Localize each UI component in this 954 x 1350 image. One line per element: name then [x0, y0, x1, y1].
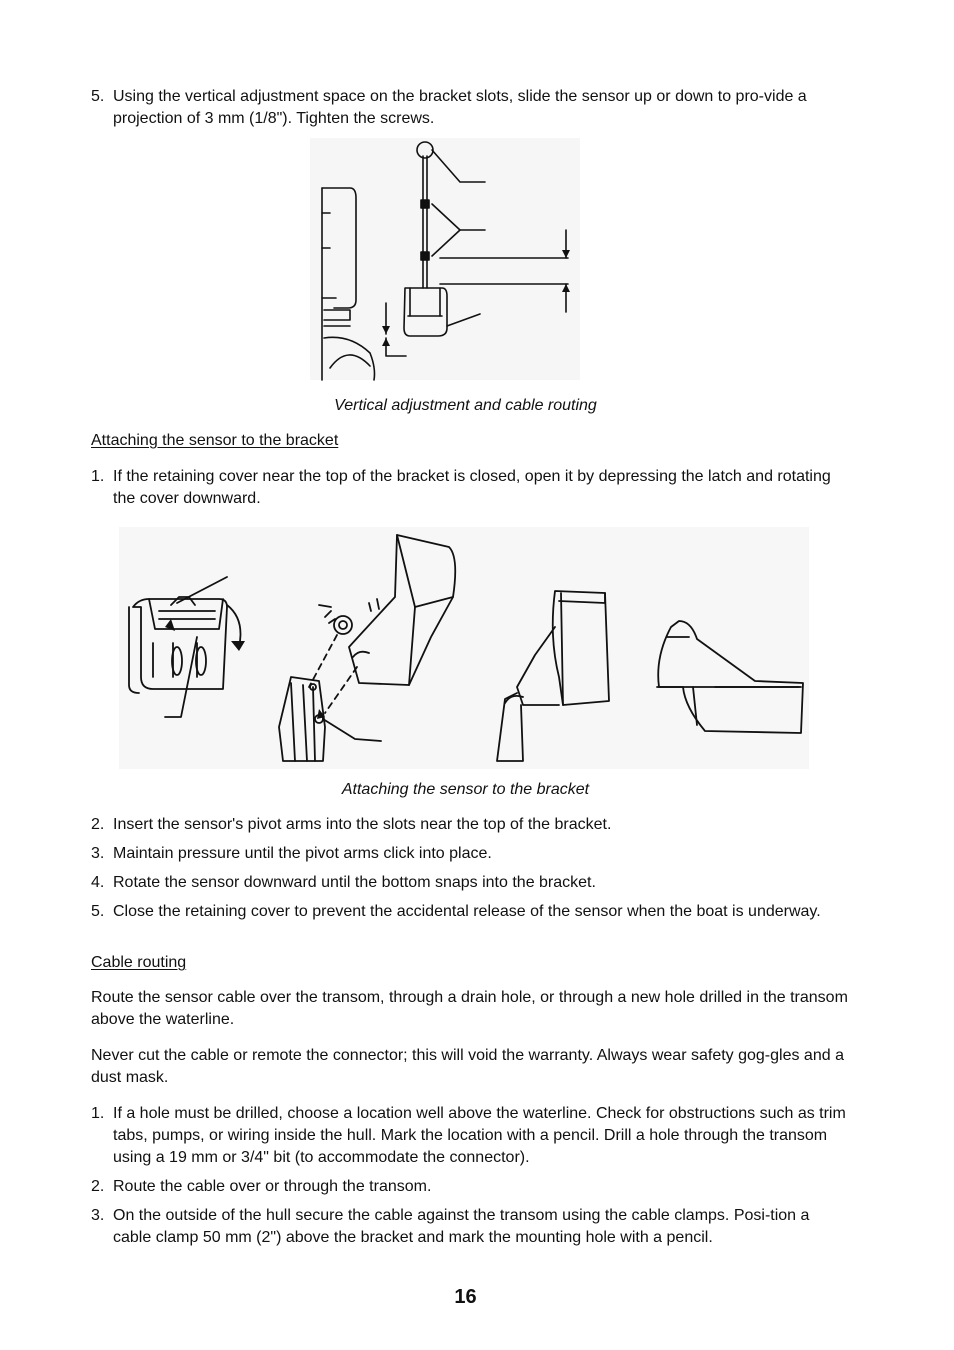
step-number: 2.	[91, 1178, 105, 1195]
sensor-attachment-illustration	[119, 527, 809, 769]
step-number: 1.	[91, 1105, 105, 1122]
step-text: On the outside of the hull secure the cable against the transom using the cable clamps. Posi-tion a cable clamp 50 mm (2") above the bracket and mark the mounting hole with a pencil.	[113, 1207, 810, 1246]
step-text: Maintain pressure until the pivot arms click into place.	[113, 845, 492, 862]
vertical-adjustment-illustration	[310, 138, 580, 380]
step-text: Rotate the sensor downward until the bottom snaps into the bracket.	[113, 874, 596, 891]
step-text: Close the retaining cover to prevent the accidental release of the sensor when the boat is underway.	[113, 903, 821, 920]
step-text: Route the cable over or through the transom.	[113, 1178, 432, 1195]
section-heading: Cable routing	[91, 954, 187, 971]
step-text: If the retaining cover near the top of the bracket is closed, open it by depressing the latch and rotating the cover downward.	[113, 468, 831, 507]
step-number: 3.	[91, 1207, 105, 1224]
figure-caption: Vertical adjustment and cable routing	[334, 397, 597, 414]
step-number: 5.	[91, 88, 105, 105]
body-paragraph: Never cut the cable or remote the connector; this will void the warranty. Always wear safety gog-gles and a dust mask.	[91, 1047, 844, 1086]
step-number: 1.	[91, 468, 105, 485]
body-paragraph: Route the sensor cable over the transom, through a drain hole, or through a new hole drilled in the transom above the waterline.	[91, 989, 848, 1028]
step-text: Insert the sensor's pivot arms into the slots near the top of the bracket.	[113, 816, 612, 833]
step-number: 3.	[91, 845, 105, 862]
step-text: If a hole must be drilled, choose a location well above the waterline. Check for obstructions such as trim tabs, pumps, or wiring inside the hull. Mark the location with a pencil. Drill a hole through the transom using a 19 mm or 3/4" bit (to accommodate the connector).	[113, 1105, 846, 1166]
step-number: 4.	[91, 874, 105, 891]
section-heading: Attaching the sensor to the bracket	[91, 432, 339, 449]
page-number: 16	[454, 1286, 477, 1308]
step-number: 5.	[91, 903, 105, 920]
step-number: 2.	[91, 816, 105, 833]
step-text: Using the vertical adjustment space on the bracket slots, slide the sensor up or down to pro-vide a projection of 3 mm (1/8"). Tighten the screws.	[113, 88, 807, 127]
figure-caption: Attaching the sensor to the bracket	[341, 781, 590, 798]
